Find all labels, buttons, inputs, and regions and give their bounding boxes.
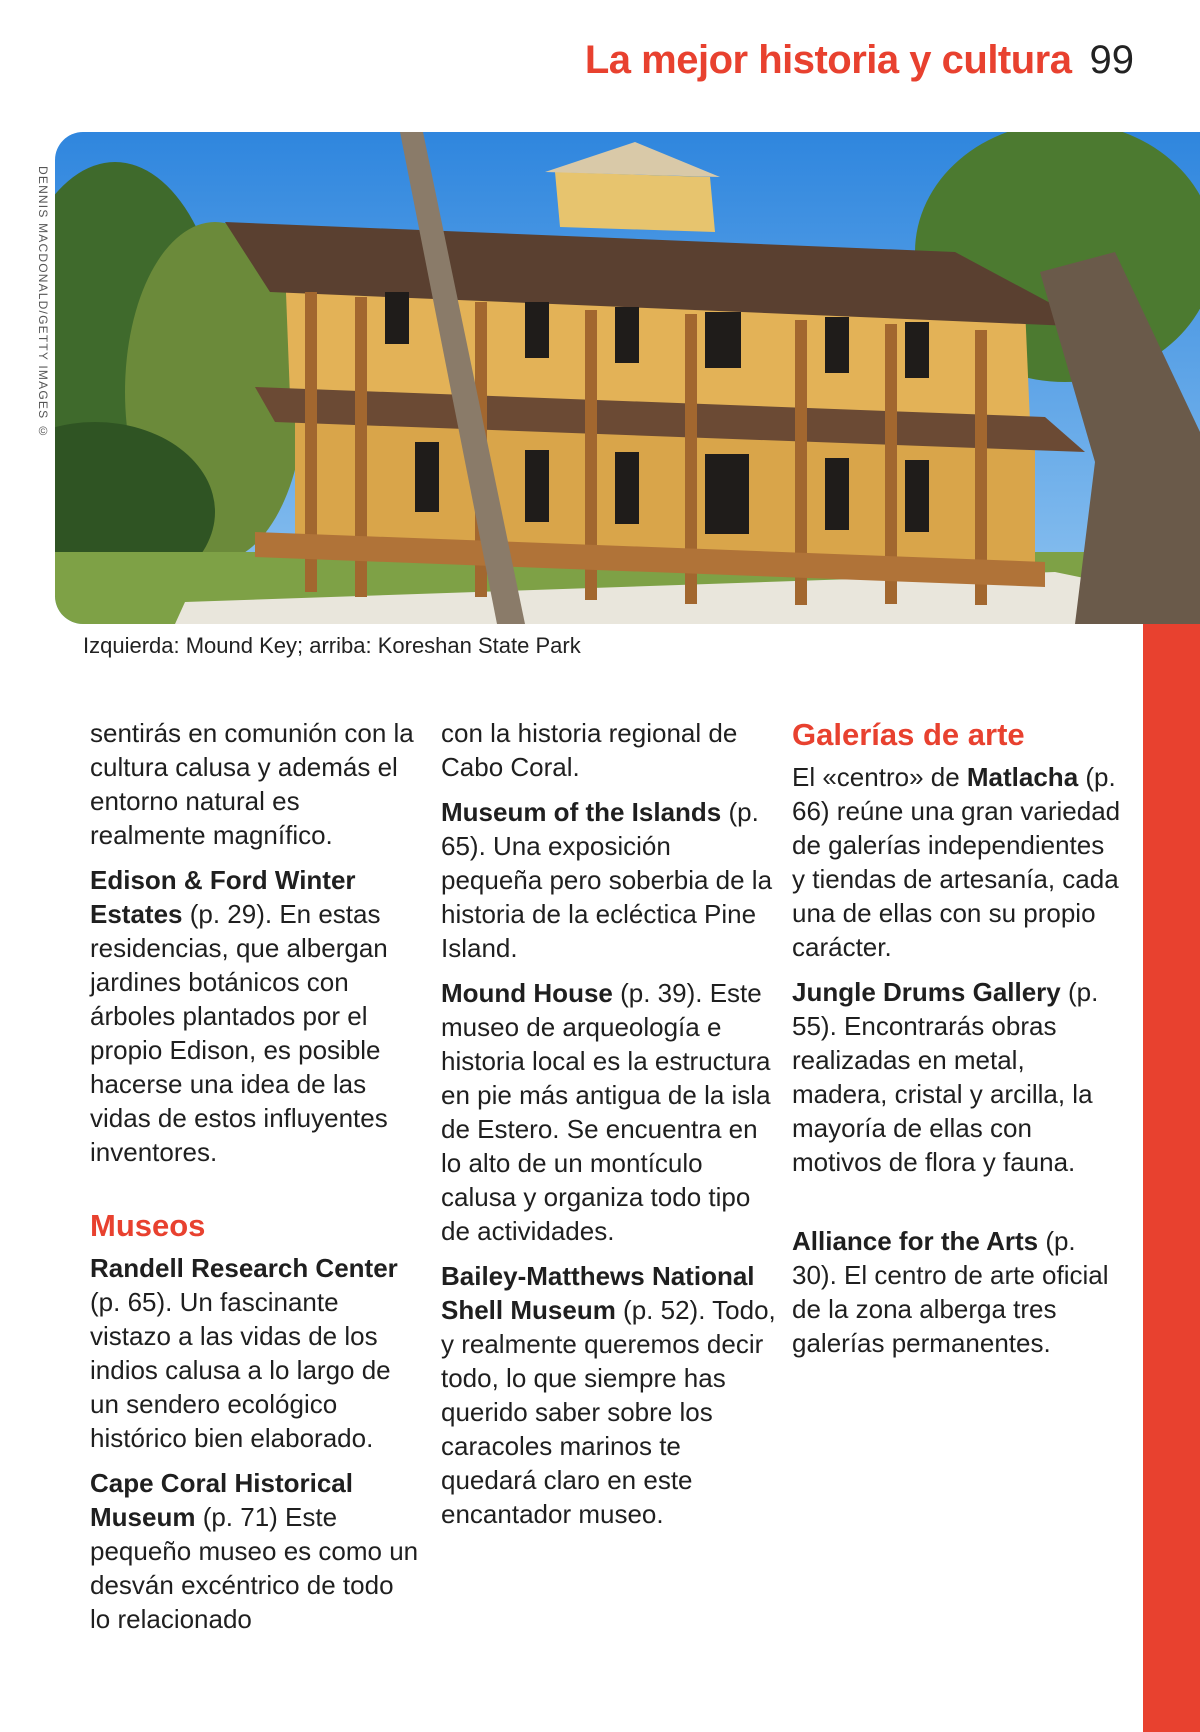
entry-name: Mound House (441, 978, 613, 1008)
entry-mound-house (441, 976, 776, 1248)
entry-text: (p. 30). El centro de arte oficial de la zona alberga tres galerías permanentes. (792, 1226, 1109, 1358)
entry-name: Cape Coral Historical Museum (90, 1468, 353, 1532)
entry-text: (p. 55). Encontrarás obras realizadas en metal, madera, cristal y arcilla, la mayoría de ellas con motivos de flora y fauna. (792, 977, 1099, 1177)
entry-text: (p. 66) reúne una gran variedad de galerías independientes y tiendas de artesanía, cada una de ellas con su propio carácter. (792, 762, 1121, 962)
entry-name: Alliance for the Arts (792, 1226, 1039, 1256)
building-photo (55, 132, 1200, 624)
entry-jungle-drums (792, 975, 1122, 1179)
entry-text: (p. 65). Un fascinante vistazo a las vidas de los indios calusa a lo largo de un sendero ecológico histórico bien elaborado. (90, 1287, 391, 1453)
entry-text: (p. 52). Todo, y realmente queremos decir todo, lo que siempre has querido saber sobre los caracoles marinos te quedará claro en este encantador museo. (441, 1295, 776, 1529)
entry-edison (90, 863, 420, 1169)
entry-shell-museum (441, 1259, 776, 1531)
intro-paragraph: sentirás en comunión con la cultura calusa y además el entorno natural es realmente magnífico. (90, 718, 414, 850)
heading-galerias: Galerías de arte (792, 717, 1025, 752)
entry-name: Museum of the Islands (441, 797, 722, 827)
entry-name: Matlacha (966, 762, 1079, 792)
page-number: 99 (1089, 38, 1134, 82)
entry-name: Randell Research Center (90, 1253, 398, 1283)
photo-credit: DENNIS MACDONALD/GETTY IMAGES © (36, 166, 50, 440)
entry-text: (p. 65). Una exposición pequeña pero soberbia de la historia de la ecléctica Pine Island. (441, 797, 773, 963)
entry-randell (90, 1251, 420, 1455)
entry-text: (p. 71) Este pequeño museo es como un desván excéntrico de todo lo relacionado (90, 1502, 419, 1634)
text-column-2 (441, 716, 776, 1542)
continuation-paragraph: con la historia regional de Cabo Coral. (441, 718, 738, 782)
entry-cape-coral (90, 1466, 420, 1636)
entry-matlacha (792, 760, 1122, 964)
heading-museos: Museos (90, 1208, 206, 1243)
entry-museum-islands (441, 795, 776, 965)
koreshan-house-illustration (55, 132, 1200, 624)
spacer (792, 1190, 1122, 1224)
entry-text: (p. 29). En estas residencias, que albergan jardines botánicos con árboles plantados por el propio Edison, es posible hacerse una idea de las vidas de estos influyentes inventores. (90, 899, 388, 1167)
section-title: La mejor historia y cultura (584, 38, 1072, 82)
entry-name: Edison & Ford Winter Estates (90, 865, 356, 929)
entry-name: Jungle Drums Gallery (792, 977, 1061, 1007)
text-column-3 (792, 716, 1122, 1371)
entry-lead-text: El «centro» de (792, 762, 967, 792)
text-column-1 (90, 716, 420, 1647)
entry-alliance (792, 1224, 1122, 1360)
entry-text: (p. 39). Este museo de arqueología e historia local es la estructura en pie más antigua de la isla de Estero. Se encuentra en lo alto de un montículo calusa y organiza todo tipo de actividades. (441, 978, 771, 1246)
entry-name: Bailey-Matthews National Shell Museum (441, 1261, 755, 1325)
photo-caption: Izquierda: Mound Key; arriba: Koreshan State Park (83, 633, 581, 658)
page-header (585, 38, 1134, 83)
